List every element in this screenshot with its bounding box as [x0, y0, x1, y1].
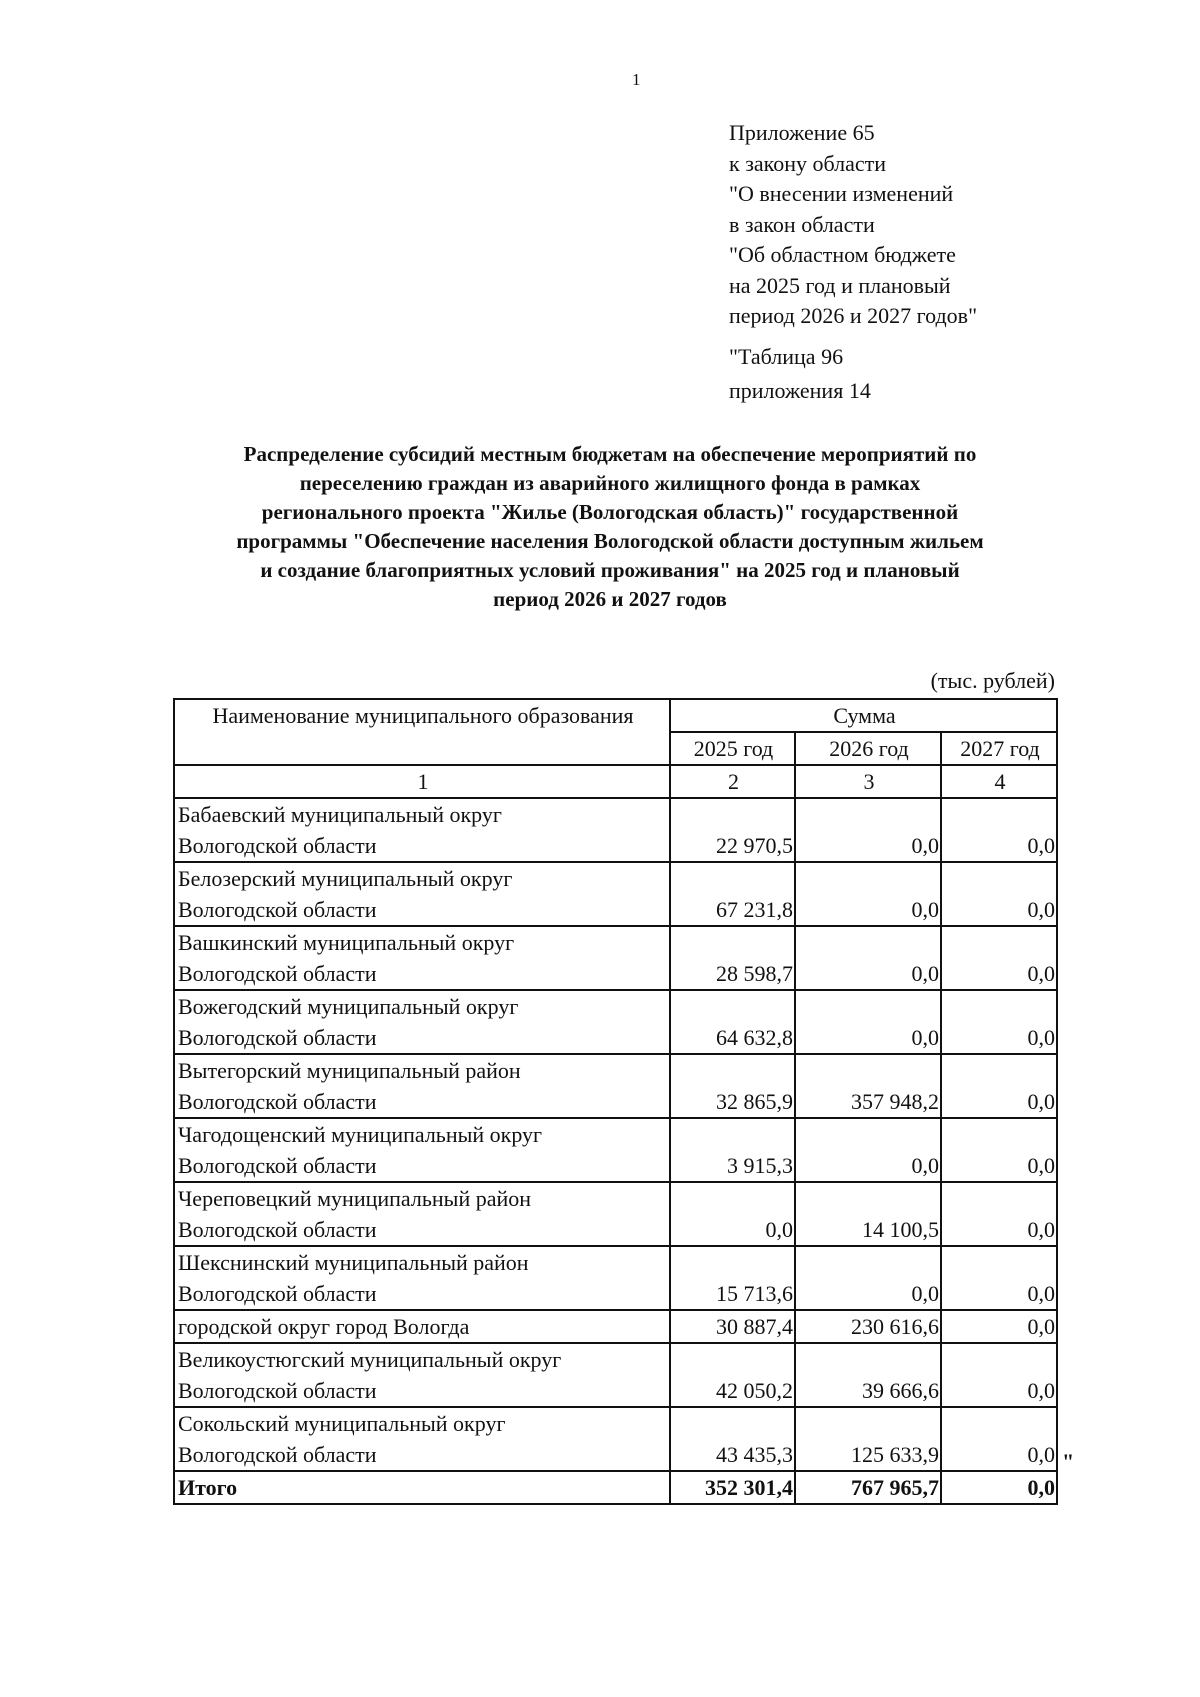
- amount-2027-cell: 0,0: [941, 1054, 1057, 1118]
- municipality-name-cell: [174, 798, 670, 862]
- amount-2026-cell: 0,0: [795, 862, 941, 926]
- amount-2025-cell: 32 865,9: [670, 1054, 795, 1118]
- table-row: [174, 1343, 1057, 1407]
- table-row: [174, 1182, 1057, 1246]
- municipality-name-line: Вытегорский муниципальный район: [178, 1058, 521, 1083]
- municipality-name-line: Вологодской области: [178, 1378, 377, 1403]
- total-2025-cell: 352 301,4: [670, 1471, 795, 1504]
- amount-2026-cell: 125 633,9: [795, 1407, 941, 1471]
- year-cell: 2027 год: [941, 732, 1057, 765]
- total-row: [174, 1471, 1057, 1504]
- appendix-line: на 2025 год и плановый: [729, 272, 951, 298]
- column-number-cell: 2: [670, 765, 795, 798]
- municipality-name-line: Вологодской области: [178, 1089, 377, 1114]
- table-row: [174, 1246, 1057, 1310]
- amount-2026-cell: 0,0: [795, 1118, 941, 1182]
- total-2026-cell: 767 965,7: [795, 1471, 941, 1504]
- municipality-name-line: Вашкинский муниципальный округ: [178, 930, 515, 955]
- header-name-cell: Наименование муниципального образования: [174, 699, 670, 765]
- municipality-name-line: Вологодской области: [178, 897, 377, 922]
- column-numbers-row: [174, 765, 1057, 798]
- municipality-name-line: Бабаевский муниципальный округ: [178, 802, 502, 827]
- amount-2025-cell: 15 713,6: [670, 1246, 795, 1310]
- municipality-name-line: Вологодской области: [178, 1217, 377, 1242]
- table-row: [174, 1054, 1057, 1118]
- column-number-cell: 1: [174, 765, 670, 798]
- amount-2027-cell: 0,0: [941, 1246, 1057, 1310]
- municipality-name-line: Вологодской области: [178, 1025, 377, 1050]
- title-line: регионального проекта "Жилье (Вологодская область)" государственной: [261, 500, 959, 524]
- amount-2027-cell: 0,0: [941, 798, 1057, 862]
- amount-2027-cell: 0,0: [941, 1118, 1057, 1182]
- amount-2025-cell: 43 435,3: [670, 1407, 795, 1471]
- table-row: [174, 1118, 1057, 1182]
- title-line: Распределение субсидий местным бюджетам на обеспечение мероприятий по: [243, 442, 977, 466]
- amount-2027-cell: 0,0: [941, 990, 1057, 1054]
- appendix-line: "О внесении изменений: [729, 181, 954, 206]
- document-title: [160, 440, 1060, 614]
- municipality-name-line: Сокольский муниципальный округ: [178, 1411, 506, 1436]
- amount-2025-cell: 30 887,4: [670, 1310, 795, 1343]
- units-label: (тыс. рублей): [930, 668, 1055, 693]
- amount-2026-cell: 0,0: [795, 1246, 941, 1310]
- amount-2025-cell: 64 632,8: [670, 990, 795, 1054]
- municipality-name-cell: [174, 926, 670, 990]
- appendix-line: Приложение 65: [729, 120, 875, 145]
- column-number-cell: 3: [795, 765, 941, 798]
- municipality-name-cell: [174, 1182, 670, 1246]
- table-reference: [729, 340, 871, 408]
- amount-2027-cell: 0,0: [941, 1310, 1057, 1343]
- table-row: [174, 926, 1057, 990]
- amount-2025-cell: 0,0: [670, 1182, 795, 1246]
- column-number-cell: 4: [941, 765, 1057, 798]
- table-row: [174, 990, 1057, 1054]
- appendix-line: в закон области: [729, 211, 875, 237]
- amount-2026-cell: 0,0: [795, 926, 941, 990]
- title-line: программы "Обеспечение населения Вологодской области доступным жильем: [236, 529, 984, 553]
- amount-2027-cell: 0,0: [941, 1182, 1057, 1246]
- table-ref-line: приложения 14: [729, 378, 871, 403]
- municipality-name-line: Вологодской области: [178, 1153, 377, 1178]
- municipality-name-line: Шекснинский муниципальный район: [178, 1250, 529, 1275]
- amount-2025-cell: 42 050,2: [670, 1343, 795, 1407]
- amount-2026-cell: 357 948,2: [795, 1054, 941, 1118]
- header-sum-cell: Сумма: [670, 699, 1057, 732]
- municipality-name-line: Вологодской области: [178, 961, 377, 986]
- municipality-name-cell: [174, 1054, 670, 1118]
- amount-2026-cell: 14 100,5: [795, 1182, 941, 1246]
- municipality-name-line: Чагодощенский муниципальный округ: [178, 1122, 543, 1147]
- page-number: 1: [632, 70, 641, 89]
- amount-2025-cell: 22 970,5: [670, 798, 795, 862]
- appendix-line: к закону области: [729, 150, 887, 176]
- appendix-line: период 2026 и 2027 годов": [729, 303, 978, 328]
- amount-2027-cell: 0,0: [941, 926, 1057, 990]
- year-cell: 2026 год: [795, 732, 941, 765]
- total-label-cell: Итого: [174, 1471, 670, 1504]
- amount-2025-cell: 28 598,7: [670, 926, 795, 990]
- appendix-block: [729, 118, 977, 332]
- amount-2026-cell: 0,0: [795, 990, 941, 1054]
- header-row: [174, 699, 1057, 732]
- municipality-name-cell: [174, 1310, 670, 1343]
- municipality-name-line: Вожегодский муниципальный округ: [178, 994, 519, 1019]
- table-row: [174, 862, 1057, 926]
- title-line: период 2026 и 2027 годов: [493, 587, 727, 611]
- closing-quote: ": [1062, 1449, 1075, 1474]
- amount-2025-cell: 67 231,8: [670, 862, 795, 926]
- amount-2027-cell: 0,0: [941, 1343, 1057, 1407]
- subsidies-table: [173, 698, 1058, 1505]
- municipality-name-line: городской округ город Вологда: [178, 1314, 470, 1339]
- year-cell: 2025 год: [670, 732, 795, 765]
- municipality-name-cell: [174, 1407, 670, 1471]
- amount-2026-cell: 39 666,6: [795, 1343, 941, 1407]
- amount-2026-cell: 230 616,6: [795, 1310, 941, 1343]
- amount-2026-cell: 0,0: [795, 798, 941, 862]
- municipality-name-line: Вологодской области: [178, 1442, 377, 1467]
- municipality-name-line: Великоустюгский муниципальный округ: [178, 1347, 562, 1372]
- amount-2027-cell: 0,0: [941, 1407, 1057, 1471]
- table-ref-line: "Таблица 96: [729, 344, 844, 369]
- title-line: и создание благоприятных условий проживания" на 2025 год и плановый: [260, 558, 960, 582]
- amount-2027-cell: 0,0: [941, 862, 1057, 926]
- municipality-name-cell: [174, 862, 670, 926]
- table-row: [174, 1407, 1057, 1471]
- municipality-name-cell: [174, 1246, 670, 1310]
- municipality-name-line: Вологодской области: [178, 1281, 377, 1306]
- municipality-name-line: Череповецкий муниципальный район: [178, 1186, 532, 1211]
- municipality-name-line: Вологодской области: [178, 833, 377, 858]
- appendix-line: "Об областном бюджете: [729, 242, 956, 267]
- total-2027-cell: 0,0: [941, 1471, 1057, 1504]
- title-line: переселению граждан из аварийного жилищного фонда в рамках: [299, 471, 921, 495]
- municipality-name-cell: [174, 1343, 670, 1407]
- table-row: [174, 1310, 1057, 1343]
- municipality-name-cell: [174, 990, 670, 1054]
- municipality-name-cell: [174, 1118, 670, 1182]
- table-row: [174, 798, 1057, 862]
- amount-2025-cell: 3 915,3: [670, 1118, 795, 1182]
- municipality-name-line: Белозерский муниципальный округ: [178, 866, 513, 891]
